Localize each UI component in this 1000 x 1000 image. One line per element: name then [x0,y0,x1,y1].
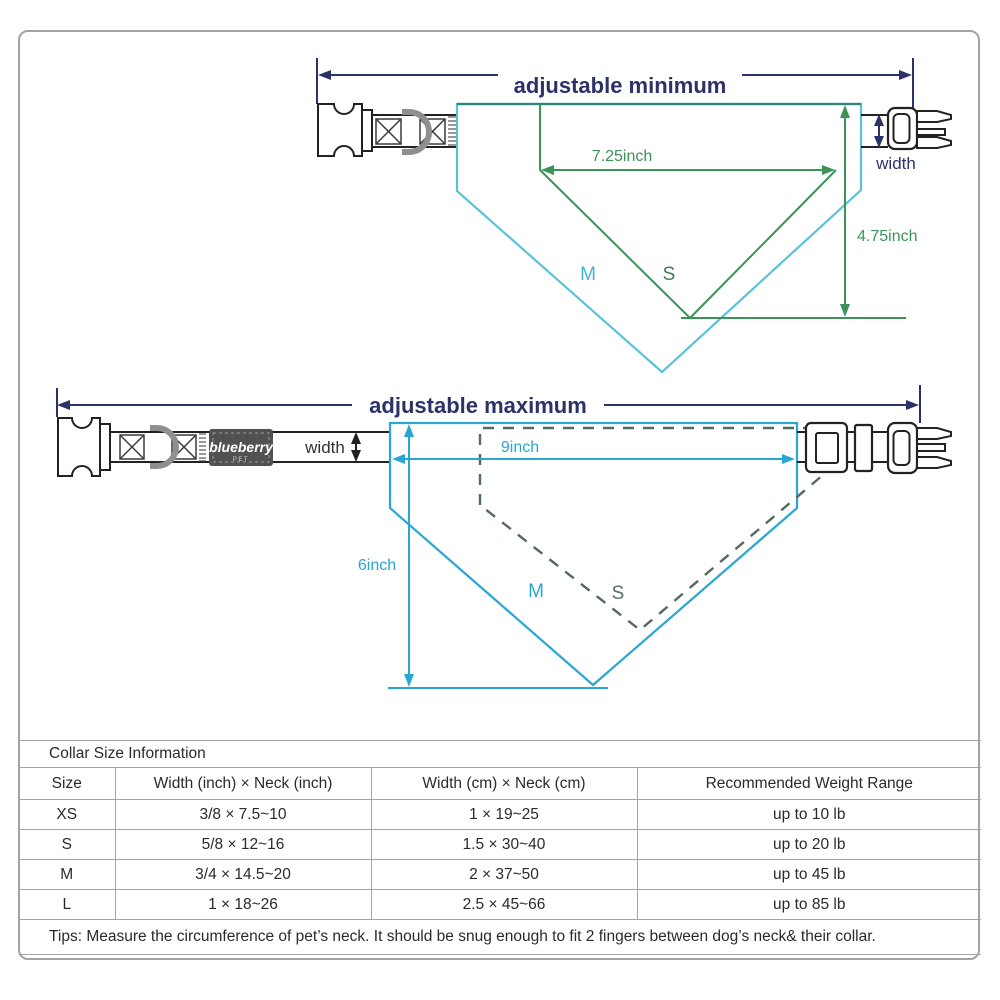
tri-glide-slider [806,423,847,472]
cell-size: S [19,830,115,860]
size-m-label: M [528,581,544,602]
tips-text: Tips: Measure the circumference of pet’s neck. It should be snug enough to fit 2 fingers between dog’s neck& their collar. [19,920,981,955]
neck-dimension-label: 9inch [500,439,540,456]
neck-dimension-label: 7.25inch [591,148,653,165]
table-row [19,890,981,920]
arrow-up-icon [404,424,414,437]
brand-name: blueberry [209,439,273,455]
arrow-left-icon [392,454,405,464]
arrow-left-icon [57,400,70,410]
size-s-label: S [611,583,625,604]
arrow-right-icon [906,400,919,410]
male-buckle-left [318,104,372,156]
width-label: width [305,438,345,457]
arrow-left-icon [318,70,331,80]
arrow-right-icon [899,70,912,80]
cell-cm: 2.5 × 45~66 [371,890,637,920]
header-size: Size [19,768,115,800]
cell-weight: up to 10 lb [637,800,981,830]
brand-label [209,429,274,466]
size-table [19,768,981,920]
cell-weight: up to 45 lb [637,860,981,890]
cell-inch: 3/8 × 7.5~10 [115,800,371,830]
drop-dimension-label: 4.75inch [857,228,918,245]
header-width-cm: Width (cm) × Neck (cm) [371,768,637,800]
bandana-m-outline [457,104,861,372]
brand-sub: PET [232,457,250,463]
header-weight: Recommended Weight Range [637,768,981,800]
female-buckle-right [888,108,951,149]
table-row [19,860,981,890]
strap-keeper [855,425,872,471]
cell-size: M [19,860,115,890]
adjustable-maximum-label: adjustable maximum [369,393,587,418]
female-buckle-right [888,423,951,473]
arrow-up-icon [351,432,361,444]
width-label: width [876,154,916,173]
stitching-marks [448,117,456,145]
strap-pattern-box-1 [376,119,401,144]
cell-weight: up to 85 lb [637,890,981,920]
table-header-row [19,768,981,800]
strap-pattern-box-1 [120,435,144,459]
arrow-down-icon [404,674,414,687]
stitching-marks [199,434,206,461]
collar-size-table-section [19,740,981,955]
cell-size: L [19,890,115,920]
size-m-label: M [580,264,596,285]
cell-cm: 1 × 19~25 [371,800,637,830]
arrow-up-icon [840,105,850,118]
diagram-adjustable-maximum [57,385,951,688]
bandana-s-outline [540,104,836,318]
arrow-right-icon [782,454,795,464]
adjustable-minimum-label: adjustable minimum [513,73,727,98]
bandana-m-outline [390,423,797,685]
male-buckle-left [58,418,110,476]
diagram-adjustable-minimum [317,58,951,372]
cell-inch: 5/8 × 12~16 [115,830,371,860]
cell-weight: up to 20 lb [637,830,981,860]
cell-size: XS [19,800,115,830]
arrow-down-icon [840,304,850,317]
cell-inch: 3/4 × 14.5~20 [115,860,371,890]
cell-cm: 2 × 37~50 [371,860,637,890]
cell-cm: 1.5 × 30~40 [371,830,637,860]
drop-dimension-label: 6inch [357,557,397,574]
table-title: Collar Size Information [19,741,981,768]
cell-inch: 1 × 18~26 [115,890,371,920]
table-row [19,800,981,830]
table-row [19,830,981,860]
arrow-down-icon [351,450,361,462]
header-width-inch: Width (inch) × Neck (inch) [115,768,371,800]
size-s-label: S [662,264,676,285]
